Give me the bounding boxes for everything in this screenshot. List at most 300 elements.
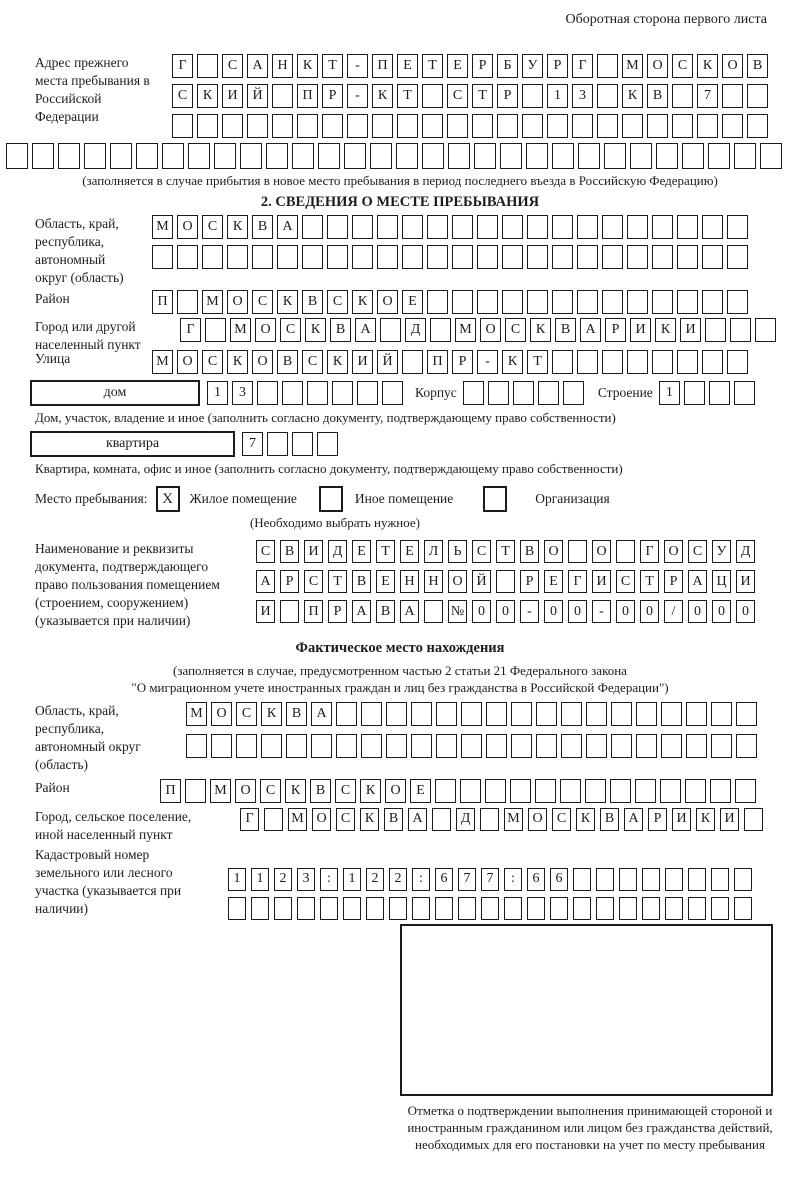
char-cell: К: [285, 779, 306, 803]
char-cell: [511, 734, 532, 758]
char-cell: [320, 897, 338, 920]
char-cell: -: [347, 54, 368, 78]
char-cell: -: [477, 350, 498, 374]
char-cell: Ь: [448, 540, 467, 563]
char-cell: 0: [472, 600, 491, 623]
char-cell: [172, 114, 193, 138]
char-cell: [736, 734, 757, 758]
cadastre-row-1: [228, 868, 752, 891]
char-cell: [366, 897, 384, 920]
char-cell: В: [330, 318, 351, 342]
char-cell: [397, 114, 418, 138]
char-cell: [710, 779, 731, 803]
char-cell: [586, 702, 607, 726]
char-cell: [261, 734, 282, 758]
char-cell: О: [647, 54, 668, 78]
char-cell: [267, 432, 288, 456]
char-cell: [282, 381, 303, 405]
char-cell: [552, 290, 573, 314]
stay-type-note: (Необходимо выбрать нужное): [249, 515, 421, 531]
char-cell: [292, 143, 314, 169]
char-cell: [336, 702, 357, 726]
char-cell: В: [520, 540, 539, 563]
char-cell: С: [222, 54, 243, 78]
char-cell: Р: [452, 350, 473, 374]
actual-region-row-1: [186, 702, 757, 726]
char-cell: [616, 540, 635, 563]
char-cell: [627, 350, 648, 374]
char-cell: У: [522, 54, 543, 78]
char-cell: [527, 290, 548, 314]
char-cell: В: [555, 318, 576, 342]
char-cell: К: [305, 318, 326, 342]
char-cell: [672, 84, 693, 108]
char-cell: [474, 143, 496, 169]
char-cell: [677, 290, 698, 314]
char-cell: Н: [424, 570, 443, 593]
char-cell: 3: [572, 84, 593, 108]
char-cell: П: [427, 350, 448, 374]
char-cell: [458, 897, 476, 920]
char-cell: [736, 702, 757, 726]
char-cell: [630, 143, 652, 169]
char-cell: В: [277, 350, 298, 374]
char-cell: [488, 381, 509, 405]
header-note: Оборотная сторона первого листа: [565, 12, 767, 27]
actual-region-row-2: [186, 734, 757, 758]
char-cell: [727, 215, 748, 239]
char-cell: О: [235, 779, 256, 803]
char-cell: [636, 734, 657, 758]
char-cell: [435, 897, 453, 920]
char-cell: Т: [397, 84, 418, 108]
char-cell: С: [472, 540, 491, 563]
char-cell: С: [260, 779, 281, 803]
char-cell: [552, 143, 574, 169]
char-cell: М: [504, 808, 523, 831]
char-cell: [257, 381, 278, 405]
previous-address-label: Адрес прежнего места пребывания в Российской Федерации: [35, 55, 150, 125]
char-cell: [485, 779, 506, 803]
confirmation-stamp-box: [400, 924, 773, 1096]
stay-street-row: [152, 350, 748, 374]
char-cell: Е: [402, 290, 423, 314]
char-cell: [386, 702, 407, 726]
char-cell: [427, 290, 448, 314]
usage-document-label: Наименование и реквизиты документа, подтверждающего право пользования помещением (строением, сооружением) (указывается при наличии): [35, 541, 220, 629]
char-cell: [411, 702, 432, 726]
char-cell: [361, 702, 382, 726]
char-cell: [597, 84, 618, 108]
char-cell: О: [177, 215, 198, 239]
stay-region-label: Область, край, республика, автономный округ (область): [35, 215, 124, 286]
char-cell: [711, 734, 732, 758]
char-cell: [602, 290, 623, 314]
char-cell: О: [448, 570, 467, 593]
char-cell: [730, 318, 751, 342]
char-cell: [622, 114, 643, 138]
stay-option-organization-label: Организация: [535, 491, 610, 507]
char-cell: [665, 868, 683, 891]
char-cell: [597, 114, 618, 138]
char-cell: [744, 808, 763, 831]
char-cell: П: [152, 290, 173, 314]
stay-district-row: [152, 290, 748, 314]
char-cell: [536, 702, 557, 726]
char-cell: К: [697, 54, 718, 78]
char-cell: [656, 143, 678, 169]
char-cell: [264, 808, 283, 831]
char-cell: [536, 734, 557, 758]
char-cell: [162, 143, 184, 169]
actual-location-note-1: (заполняется в случае, предусмотренном частью 2 статьи 21 Федерального закона: [173, 663, 627, 679]
char-cell: [352, 245, 373, 269]
char-cell: К: [696, 808, 715, 831]
char-cell: В: [352, 570, 371, 593]
char-cell: С: [302, 350, 323, 374]
char-cell: И: [256, 600, 275, 623]
previous-address-row-3: [172, 114, 768, 138]
char-cell: [205, 318, 226, 342]
char-cell: Г: [180, 318, 201, 342]
char-cell: 7: [458, 868, 476, 891]
char-cell: [436, 702, 457, 726]
char-cell: 7: [697, 84, 718, 108]
char-cell: [727, 290, 748, 314]
char-cell: [578, 143, 600, 169]
char-cell: [274, 897, 292, 920]
char-cell: [661, 702, 682, 726]
char-cell: [402, 350, 423, 374]
korpus-label: Корпус: [415, 385, 457, 401]
char-cell: Р: [328, 600, 347, 623]
char-cell: [563, 381, 584, 405]
char-cell: [573, 897, 591, 920]
stay-city-label: Город или другой населенный пункт: [35, 319, 141, 353]
char-cell: О: [722, 54, 743, 78]
char-cell: [734, 143, 756, 169]
char-cell: [760, 143, 782, 169]
checkbox-residential: X: [156, 486, 180, 512]
char-cell: Р: [322, 84, 343, 108]
char-cell: Е: [544, 570, 563, 593]
char-cell: [396, 143, 418, 169]
char-cell: [461, 734, 482, 758]
char-cell: 1: [343, 868, 361, 891]
char-cell: [561, 702, 582, 726]
char-cell: 1: [228, 868, 246, 891]
char-cell: Г: [568, 570, 587, 593]
char-cell: [577, 215, 598, 239]
char-cell: [427, 215, 448, 239]
char-cell: -: [520, 600, 539, 623]
actual-region-label: Область, край, республика, автономный округ (область): [35, 703, 141, 773]
char-cell: [677, 215, 698, 239]
char-cell: С: [447, 84, 468, 108]
char-cell: М: [152, 215, 173, 239]
char-cell: [652, 290, 673, 314]
stay-type-label: Место пребывания:: [35, 491, 148, 507]
char-cell: А: [408, 808, 427, 831]
char-cell: [550, 897, 568, 920]
apartment-note: Квартира, комната, офис и иное (заполнить согласно документу, подтверждающему право собственности): [35, 461, 623, 477]
section2-title: 2. СВЕДЕНИЯ О МЕСТЕ ПРЕБЫВАНИЯ: [260, 193, 540, 210]
char-cell: [522, 114, 543, 138]
char-cell: К: [502, 350, 523, 374]
char-cell: Т: [527, 350, 548, 374]
char-cell: С: [304, 570, 323, 593]
char-cell: [486, 734, 507, 758]
char-cell: В: [376, 600, 395, 623]
char-cell: [286, 734, 307, 758]
actual-district-label: Район: [35, 779, 70, 795]
char-cell: С: [616, 570, 635, 593]
char-cell: [58, 143, 80, 169]
apartment-type-box: квартира: [30, 431, 235, 457]
char-cell: [585, 779, 606, 803]
char-cell: 6: [550, 868, 568, 891]
char-cell: [236, 734, 257, 758]
char-cell: [513, 381, 534, 405]
char-cell: 7: [481, 868, 499, 891]
char-cell: А: [400, 600, 419, 623]
char-cell: [672, 114, 693, 138]
char-cell: 6: [527, 868, 545, 891]
char-cell: П: [160, 779, 181, 803]
char-cell: [332, 381, 353, 405]
char-cell: [705, 318, 726, 342]
char-cell: [552, 215, 573, 239]
char-cell: :: [412, 868, 430, 891]
char-cell: И: [304, 540, 323, 563]
char-cell: [460, 779, 481, 803]
char-cell: К: [297, 54, 318, 78]
char-cell: [480, 808, 499, 831]
usage-document-field: [0, 540, 800, 630]
char-cell: [747, 84, 768, 108]
char-cell: [708, 143, 730, 169]
char-cell: [538, 381, 559, 405]
char-cell: М: [230, 318, 251, 342]
char-cell: [711, 702, 732, 726]
char-cell: [197, 54, 218, 78]
char-cell: Е: [397, 54, 418, 78]
char-cell: [727, 245, 748, 269]
stroenie-label: Строение: [597, 385, 653, 401]
char-cell: Г: [572, 54, 593, 78]
char-cell: [682, 143, 704, 169]
char-cell: [214, 143, 236, 169]
char-cell: [452, 290, 473, 314]
char-cell: [432, 808, 451, 831]
char-cell: [677, 350, 698, 374]
char-cell: [552, 350, 573, 374]
char-cell: Й: [247, 84, 268, 108]
char-cell: А: [277, 215, 298, 239]
char-cell: [370, 143, 392, 169]
char-cell: Е: [400, 540, 419, 563]
char-cell: [688, 897, 706, 920]
char-cell: И: [720, 808, 739, 831]
char-cell: С: [672, 54, 693, 78]
checkbox-organization: [483, 486, 507, 512]
char-cell: [596, 868, 614, 891]
char-cell: [602, 215, 623, 239]
char-cell: [32, 143, 54, 169]
char-cell: [372, 114, 393, 138]
char-cell: [186, 734, 207, 758]
char-cell: [322, 114, 343, 138]
char-cell: О: [177, 350, 198, 374]
stay-region-field: [0, 215, 800, 287]
char-cell: [755, 318, 776, 342]
char-cell: М: [186, 702, 207, 726]
stay-type-row: [35, 486, 800, 512]
char-cell: С: [172, 84, 193, 108]
stay-district-field: [0, 290, 800, 314]
char-cell: К: [372, 84, 393, 108]
char-cell: К: [530, 318, 551, 342]
char-cell: К: [227, 350, 248, 374]
char-cell: В: [286, 702, 307, 726]
char-cell: [411, 734, 432, 758]
char-cell: С: [202, 215, 223, 239]
char-cell: [619, 868, 637, 891]
char-cell: О: [385, 779, 406, 803]
char-cell: [211, 734, 232, 758]
char-cell: [302, 215, 323, 239]
char-cell: [361, 734, 382, 758]
char-cell: И: [222, 84, 243, 108]
char-cell: [697, 114, 718, 138]
char-cell: [389, 897, 407, 920]
char-cell: [504, 897, 522, 920]
char-cell: [152, 245, 173, 269]
char-cell: [661, 734, 682, 758]
char-cell: И: [630, 318, 651, 342]
char-cell: [422, 114, 443, 138]
char-cell: [596, 897, 614, 920]
char-cell: [722, 114, 743, 138]
char-cell: Е: [447, 54, 468, 78]
char-cell: Д: [456, 808, 475, 831]
char-cell: [317, 432, 338, 456]
char-cell: [202, 245, 223, 269]
char-cell: А: [580, 318, 601, 342]
usage-document-row-2: [256, 570, 755, 593]
char-cell: Р: [547, 54, 568, 78]
char-cell: С: [280, 318, 301, 342]
char-cell: [227, 245, 248, 269]
char-cell: В: [252, 215, 273, 239]
previous-address-note: (заполняется в случае прибытия в новое место пребывания в период последнего въезда в Российскую Федерацию): [82, 173, 718, 188]
char-cell: Д: [328, 540, 347, 563]
char-cell: У: [712, 540, 731, 563]
char-cell: [402, 215, 423, 239]
char-cell: О: [312, 808, 331, 831]
char-cell: 0: [496, 600, 515, 623]
char-cell: [292, 432, 313, 456]
char-cell: [477, 215, 498, 239]
char-cell: [527, 245, 548, 269]
char-cell: О: [480, 318, 501, 342]
char-cell: [6, 143, 28, 169]
char-cell: И: [592, 570, 611, 593]
char-cell: [568, 540, 587, 563]
char-cell: [500, 143, 522, 169]
char-cell: О: [255, 318, 276, 342]
char-cell: М: [202, 290, 223, 314]
char-cell: 0: [544, 600, 563, 623]
char-cell: [727, 350, 748, 374]
char-cell: К: [352, 290, 373, 314]
char-cell: К: [327, 350, 348, 374]
char-cell: [307, 381, 328, 405]
char-cell: Т: [640, 570, 659, 593]
char-cell: 1: [547, 84, 568, 108]
char-cell: [382, 381, 403, 405]
char-cell: Б: [497, 54, 518, 78]
char-cell: [228, 897, 246, 920]
char-cell: [297, 897, 315, 920]
char-cell: [652, 350, 673, 374]
char-cell: [486, 702, 507, 726]
char-cell: Л: [424, 540, 443, 563]
char-cell: [177, 290, 198, 314]
char-cell: Т: [472, 84, 493, 108]
char-cell: Р: [648, 808, 667, 831]
char-cell: [318, 143, 340, 169]
char-cell: [611, 702, 632, 726]
char-cell: [660, 779, 681, 803]
char-cell: О: [377, 290, 398, 314]
char-cell: [327, 215, 348, 239]
char-cell: [435, 779, 456, 803]
char-cell: Р: [520, 570, 539, 593]
char-cell: [702, 245, 723, 269]
char-cell: [586, 734, 607, 758]
char-cell: 1: [251, 868, 269, 891]
char-cell: [502, 215, 523, 239]
char-cell: В: [600, 808, 619, 831]
char-cell: В: [647, 84, 668, 108]
char-cell: [344, 143, 366, 169]
char-cell: [347, 114, 368, 138]
char-cell: 6: [435, 868, 453, 891]
char-cell: [665, 897, 683, 920]
char-cell: [427, 245, 448, 269]
char-cell: [302, 245, 323, 269]
char-cell: [734, 897, 752, 920]
char-cell: [380, 318, 401, 342]
char-cell: 3: [232, 381, 253, 405]
char-cell: Т: [496, 540, 515, 563]
cadastre-label: Кадастровый номер земельного или лесного участка (указывается при наличии): [35, 846, 182, 916]
char-cell: [610, 779, 631, 803]
char-cell: Т: [376, 540, 395, 563]
char-cell: [627, 245, 648, 269]
char-cell: М: [152, 350, 173, 374]
char-cell: Г: [240, 808, 259, 831]
char-cell: Т: [328, 570, 347, 593]
char-cell: [522, 84, 543, 108]
char-cell: [336, 734, 357, 758]
char-cell: В: [302, 290, 323, 314]
char-cell: [412, 897, 430, 920]
char-cell: [177, 245, 198, 269]
char-cell: С: [552, 808, 571, 831]
house-note: Дом, участок, владение и иное (заполнить согласно документу, подтверждающему право собственности): [35, 410, 616, 426]
